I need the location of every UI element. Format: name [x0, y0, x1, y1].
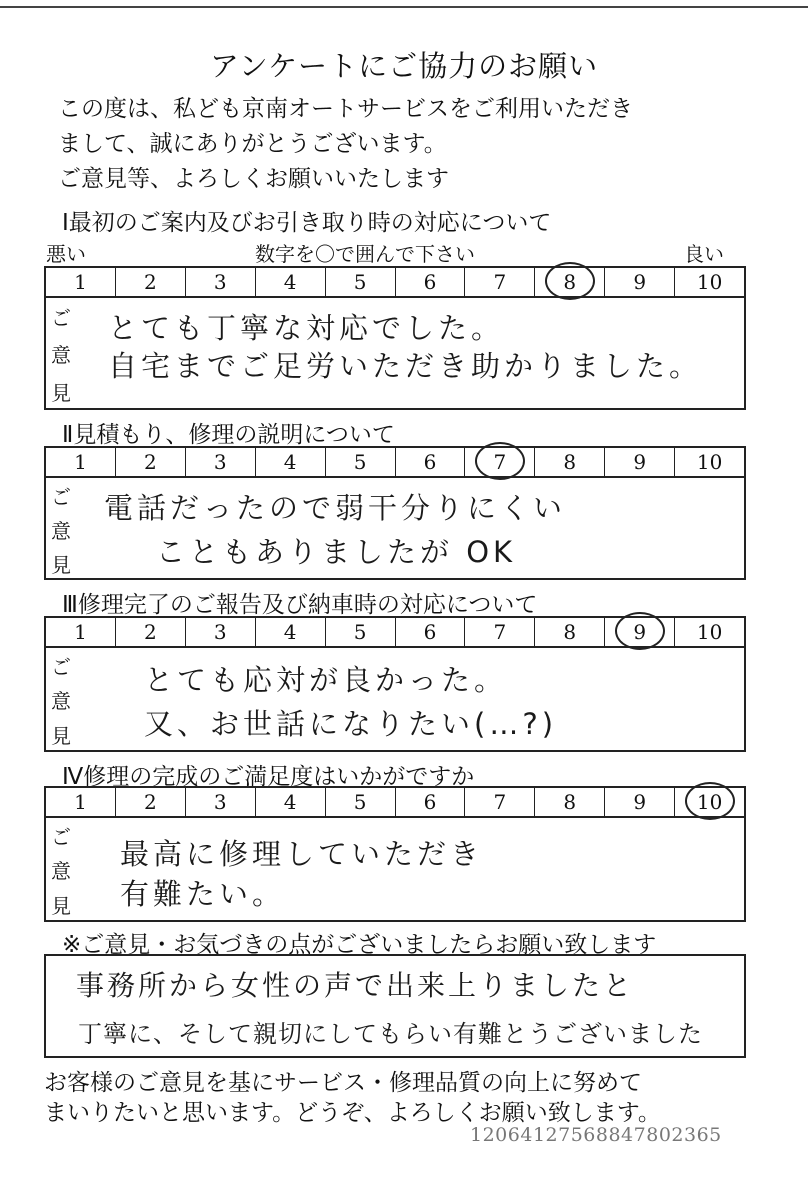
rating-cell-8: 8 [535, 788, 605, 816]
rating-cell-7: 7 [465, 268, 535, 296]
comment-label [46, 818, 76, 922]
rating-cell-6: 6 [396, 788, 466, 816]
rating-cell-7: 7 [465, 448, 535, 476]
scale-instruction: 数字を〇で囲んで下さい [255, 242, 475, 266]
section-2-heading: Ⅱ見積もり、修理の説明について [62, 422, 395, 448]
rating-cell-10: 10 [696, 270, 723, 294]
comment-label-char: 意 [51, 518, 71, 543]
rating-cell-3: 3 [186, 788, 256, 816]
comment-label-char: 見 [51, 380, 71, 405]
comment-label-char: 意 [51, 343, 71, 368]
rating-cell-9: 9 [605, 448, 675, 476]
intro-line-1: この度は、私ども京南オートサービスをご利用いただき [58, 96, 633, 122]
comment-area [46, 298, 744, 410]
rating-cell-7: 7 [465, 788, 535, 816]
comment-label-char: ご [51, 484, 71, 509]
rating-scale [46, 268, 744, 298]
handwritten-comment-line: 丁寧に、そして親切にしてもらい有難とうございました [78, 1020, 703, 1048]
rating-cell-10: 10 [675, 788, 744, 816]
comment-label-char: ご [51, 306, 71, 331]
comment-area [46, 818, 744, 922]
rating-cell-5: 5 [326, 788, 396, 816]
top-border-line [0, 6, 808, 8]
intro-line-2: まして、誠にありがとうございます。 [58, 131, 447, 157]
rating-cell-1: 1 [46, 268, 116, 296]
section-4-heading: Ⅳ修理の完成のご満足度はいかがですか [62, 764, 475, 790]
intro-line-3: ご意見等、よろしくお願いいたします [58, 166, 449, 192]
section-3-heading: Ⅲ修理完了のご報告及び納車時の対応について [62, 592, 538, 618]
comment-area [46, 648, 744, 752]
rating-cell-2: 2 [116, 448, 186, 476]
rating-cell-4: 4 [256, 618, 326, 646]
rating-cell-5: 5 [326, 618, 396, 646]
rating-cell-10: 10 [696, 450, 723, 474]
comment-label-char: 見 [51, 552, 71, 577]
rating-cell-5: 5 [326, 268, 396, 296]
rating-cell-6: 6 [396, 448, 466, 476]
comment-label-char: 見 [51, 894, 71, 919]
rating-scale [46, 618, 744, 648]
comment-label-char: ご [51, 824, 71, 849]
rating-cell-8: 8 [535, 448, 605, 476]
rating-cell-8: 8 [535, 268, 605, 296]
comment-label-char: 意 [51, 859, 71, 884]
rating-cell-3: 3 [186, 448, 256, 476]
scale-good-label: 良い [684, 242, 724, 266]
rating-cell-4: 4 [256, 268, 326, 296]
comment-label [46, 298, 76, 410]
comment-label-char: 見 [51, 724, 71, 749]
scale-bad-label: 悪い [46, 242, 86, 266]
handwritten-comment-line: とても丁寧な対応でした。 [108, 311, 505, 345]
rating-cell-9: 9 [605, 788, 675, 816]
rating-cell-1: 1 [46, 618, 116, 646]
handwritten-comment-line: 最高に修理していただき [120, 837, 484, 871]
rating-cell-3: 3 [186, 268, 256, 296]
handwritten-comment-line: 自宅までご足労いただき助かりました。 [108, 349, 703, 383]
handwritten-comment-line: 電話だったので弱干分りにくい [104, 491, 567, 525]
closing-line-1: お客様のご意見を基にサービス・修理品質の向上に努めて [44, 1070, 642, 1096]
comment-area [46, 478, 744, 580]
extra-comments-heading: ※ご意見・お気づきの点がございましたらお願い致します [62, 932, 657, 958]
rating-cell-4: 4 [256, 448, 326, 476]
section-1-box [44, 266, 746, 410]
rating-cell-6: 6 [396, 618, 466, 646]
comment-label [46, 648, 76, 752]
handwritten-comment-line: 又、お世話になりたい(…?) [144, 707, 558, 741]
rating-scale [46, 448, 744, 478]
handwritten-comment-line: とても応対が良かった。 [144, 663, 508, 697]
rating-scale [46, 788, 744, 818]
rating-cell-2: 2 [116, 618, 186, 646]
handwritten-comment-line: 事務所から女性の声で出来上りましたと [76, 969, 635, 1002]
rating-cell-9: 9 [605, 268, 675, 296]
section-3-box [44, 616, 746, 752]
extra-comments-box [44, 954, 746, 1058]
rating-cell-6: 6 [396, 268, 466, 296]
handwritten-comment-line: 有難たい。 [120, 877, 286, 911]
rating-cell-5: 5 [326, 448, 396, 476]
handwritten-comment-line: こともありましたが OK [156, 535, 517, 569]
rating-cell-1: 1 [46, 448, 116, 476]
rating-cell-1: 1 [46, 788, 116, 816]
rating-cell-10: 10 [696, 620, 723, 644]
rating-cell-4: 4 [256, 788, 326, 816]
rating-cell-2: 2 [116, 788, 186, 816]
rating-cell-8: 8 [535, 618, 605, 646]
survey-title: アンケートにご協力のお願い [209, 49, 599, 83]
comment-label-char: ご [51, 654, 71, 679]
section-2-box [44, 446, 746, 580]
closing-line-2: まいりたいと思います。どうぞ、よろしくお願い致します。 [44, 1100, 661, 1126]
rating-cell-2: 2 [116, 268, 186, 296]
section-1-heading: Ⅰ最初のご案内及びお引き取り時の対応について [62, 210, 552, 236]
rating-cell-9: 9 [605, 618, 675, 646]
comment-label-char: 意 [51, 689, 71, 714]
rating-cell-7: 7 [465, 618, 535, 646]
section-4-box [44, 786, 746, 922]
comment-label [46, 478, 76, 580]
serial-number: 12064127568847802365 [470, 1124, 722, 1146]
rating-cell-3: 3 [186, 618, 256, 646]
